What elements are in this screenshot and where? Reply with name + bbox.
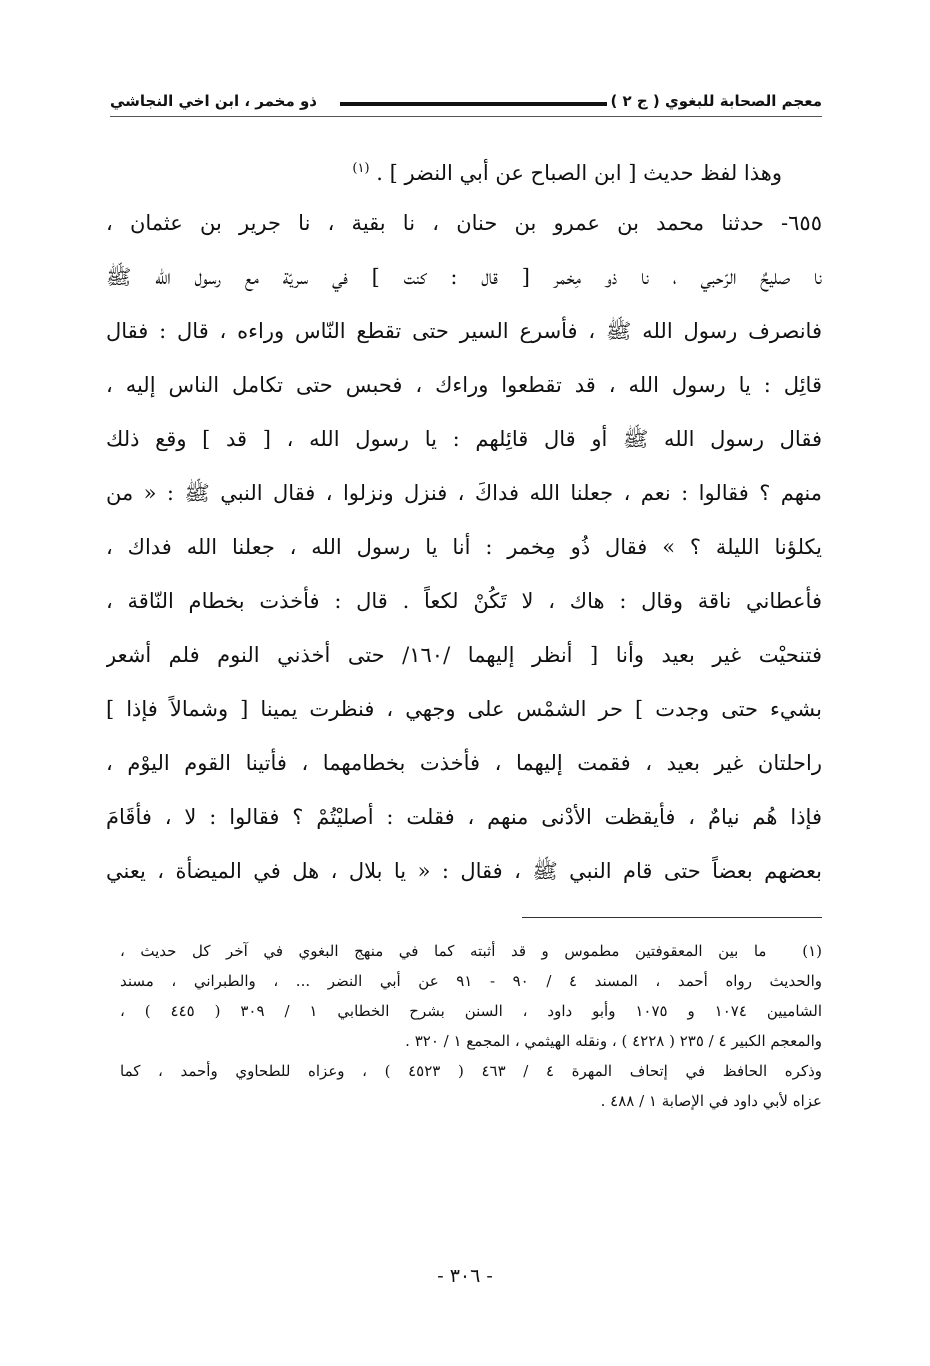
footnote-separator (522, 917, 822, 918)
footnote-line (120, 936, 822, 966)
footnote-number: (١) (802, 942, 822, 960)
text-line: ٦٥٥- حدثنا محمد بن عمرو بن حنان ، نا بقية ، نا جرير بن عثمان ، (106, 211, 822, 235)
text-line: بشيء حتى وجدت ] حر الشمْس على وجهي ، فنظرت يمينا [ وشمالاً فإذا ] (106, 697, 822, 721)
text-line: يكلؤنا الليلة ؟ » فقال ذُو مِخمر : أنا يا رسول الله ، جعلنا الله فداك ، (106, 535, 822, 559)
text-line: نا صليحٌ الرّحبي ، نا ذو مِخمر [ قال : كنت ] في سريّة مع رسول الله ﷺ (106, 265, 822, 289)
main-text (106, 142, 822, 898)
book-title: معجم الصحابة للبغوي ( ج ٢ ) (610, 92, 822, 110)
footnotes (120, 936, 822, 1116)
text-line: راحلتان غير بعيد ، فقمت إليهما ، فأخذت بخطامهما ، فأتينا القوم اليوْم ، (106, 751, 822, 775)
footnote-line: والمعجم الكبير ٤ / ٢٣٥ ( ٤٢٢٨ ) ، ونقله الهيثمي ، المجمع ١ / ٣٢٠ . (405, 1032, 822, 1050)
footnote-line: عزاه لأبي داود في الإصابة ١ / ٤٨٨ . (600, 1092, 822, 1110)
text-line (106, 142, 822, 196)
text-line-content: وهذا لفظ حديث [ ابن الصباح عن أبي النضر ] . (376, 161, 782, 185)
text-line: فإذا هُم نيامٌ ، فأيقظت الأدْنى منهم ، فقلت : أصليْتُمْ ؟ فقالوا : لا ، فأقَامَ (106, 805, 822, 829)
text-line: منهم ؟ فقالوا : نعم ، جعلنا الله فداكَ ، فنزل ونزلوا ، فقال النبي ﷺ : « من (106, 481, 822, 505)
text-line: فتنحيْت غير بعيد وأنا [ أنظر إليهما /١٦٠/ حتى أخذني النوم فلم أشعر (106, 643, 822, 667)
running-header (110, 92, 822, 122)
entry-title: ذو مخمر ، ابن اخي النجاشي (110, 92, 317, 110)
footnote-text: ما بين المعقوفتين مطموس و قد أثبته كما في منهج البغوي في آخر كل حديث ، (120, 942, 767, 960)
header-rule (340, 102, 607, 106)
footnote-line: والحديث رواه أحمد ، المسند ٤ / ٩٠ - ٩١ عن أبي النضر ... ، والطبراني ، مسند (120, 972, 822, 990)
header-underline (110, 116, 822, 117)
text-line: فقال رسول الله ﷺ أو قال قائِلهم : يا رسول الله ، [ قد ] وقع ذلك (106, 427, 822, 451)
text-line: فأعطاني ناقة وقال : هاك ، لا تَكُنْ لكعاً . قال : فأخذت بخطام النّاقة ، (106, 589, 822, 613)
text-line: فانصرف رسول الله ﷺ ، فأسرع السير حتى تقطع النّاس وراءه ، قال : فقال (106, 319, 822, 343)
footnote-line: وذكره الحافظ في إتحاف المهرة ٤ / ٤٦٣ ( ٤٥٢٣ ) ، وعزاه للطحاوي وأحمد ، كما (120, 1062, 822, 1080)
text-line: قائِل : يا رسول الله ، قد تقطعوا وراءك ، فحبس حتى تكامل الناس إليه ، (106, 373, 822, 397)
footnote-line: الشاميين ١٠٧٤ و ١٠٧٥ وأبو داود ، السنن بشرح الخطابي ١ / ٣٠٩ ( ٤٤٥ ) ، (120, 1002, 822, 1020)
footnote-marker: (١) (352, 161, 370, 176)
page-number: - ٣٠٦ - (437, 1265, 493, 1287)
text-line: بعضهم بعضاً حتى قام النبي ﷺ ، فقال : « يا بلال ، هل في الميضأة ، يعني (106, 859, 822, 883)
